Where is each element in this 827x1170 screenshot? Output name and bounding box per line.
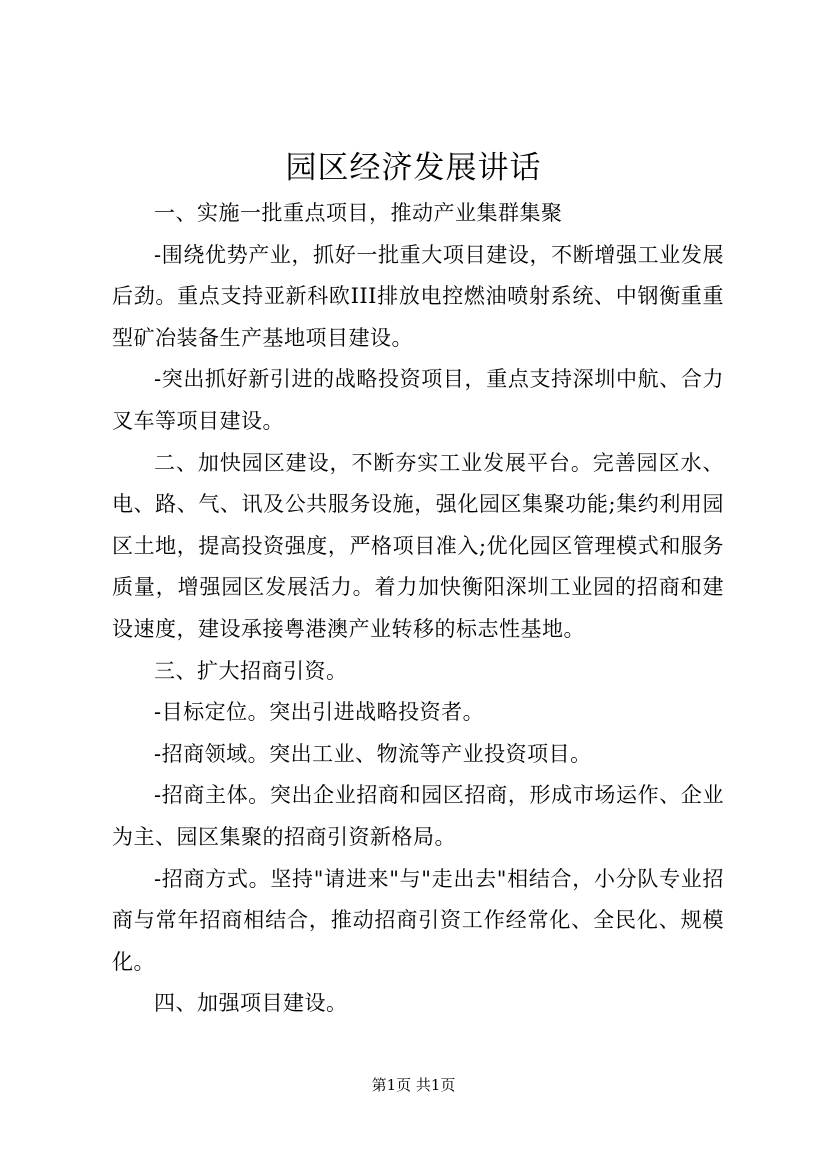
paragraph-4: 二、加快园区建设，不断夯实工业发展平台。完善园区水、电、路、气、讯及公共服务设施，强化园区集聚功能;集约利用园区土地，提高投资强度，严格项目准入;优化园区管理模式和服务质量，增强园区发展活力。着力加快衡阳深圳工业园的招商和建设速度，建设承接粤港澳产业转移的标志性基地。 xyxy=(112,450,724,641)
paragraph-8: -招商主体。突出企业招商和园区招商，形成市场运作、企业为主、园区集聚的招商引资新格局。 xyxy=(112,783,724,849)
document-title: 园区经济发展讲话 xyxy=(285,150,542,186)
document-body xyxy=(112,193,724,1025)
paragraph-9: -招商方式。坚持"请进来"与"走出去"相结合，小分队专业招商与常年招商相结合，推动招商引资工作经常化、全民化、规模化。 xyxy=(112,866,724,974)
paragraph-2: -围绕优势产业，抓好一批重大项目建设，不断增强工业发展后劲。重点支持亚新科欧III排放电控燃油喷射系统、中钢衡重重型矿冶装备生产基地项目建设。 xyxy=(112,242,724,350)
paragraph-3: -突出抓好新引进的战略投资项目，重点支持深圳中航、合力叉车等项目建设。 xyxy=(112,367,724,433)
paragraph-7: -招商领域。突出工业、物流等产业投资项目。 xyxy=(154,741,592,766)
paragraph-5: 三、扩大招商引资。 xyxy=(154,658,348,683)
paragraph-10: 四、加强项目建设。 xyxy=(154,991,348,1016)
paragraph-1: 一、实施一批重点项目，推动产业集群集聚 xyxy=(154,201,563,225)
page-footer: 第1页 共1页 xyxy=(371,1076,456,1094)
paragraph-6: -目标定位。突出引进战略投资者。 xyxy=(154,700,485,725)
